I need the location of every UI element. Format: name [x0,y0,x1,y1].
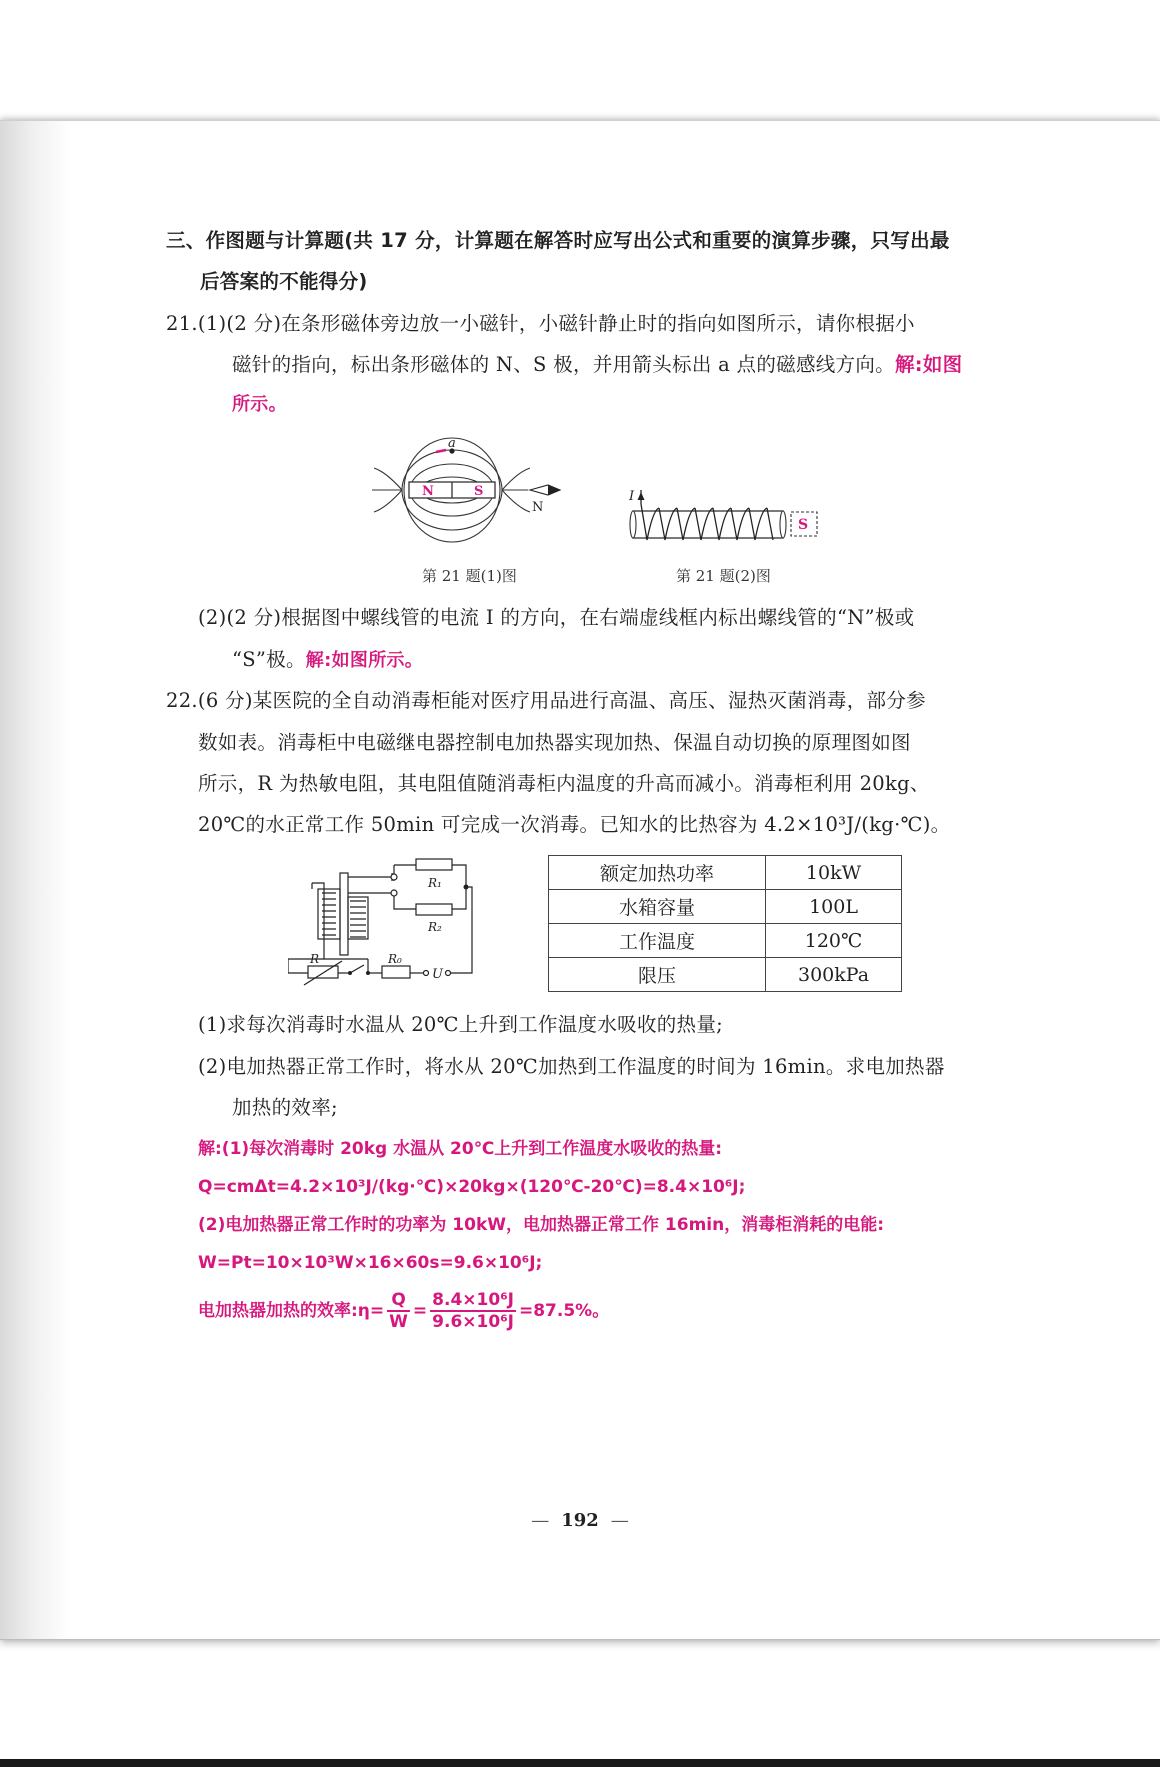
section-heading-line2: 后答案的不能得分) [200,270,368,293]
q22-circuit-diagram [288,857,508,992]
q22-line2: 数如表。消毒柜中电磁继电器控制电加热器实现加热、保温自动切换的原理图如图 [198,731,911,754]
solution-line2: Q=cmΔt=4.2×10³J/(kg·℃)×20kg×(120℃-20℃)=8.4×10⁶J; [198,1177,746,1197]
page-number-dash-left: — [531,1510,550,1531]
page-edge-shadow [0,121,70,1639]
table-row [549,890,902,924]
magnet-n-label: N [422,484,434,499]
table-cell-value: 300kPa [766,958,902,992]
section-heading-line1: 三、作图题与计算题(共 17 分，计算题在解答时应写出公式和重要的演算步骤，只写出最 [166,229,950,252]
param-table [548,855,902,992]
q22-sub2-line2: 加热的效率; [232,1096,338,1119]
q21-part2-text: “S”极。 [232,648,306,671]
table-cell-name: 水箱容量 [549,890,766,924]
q22-line3: 所示，R 为热敏电阻，其电阻值随消毒柜内温度的升高而减小。消毒柜利用 20kg、 [198,772,930,795]
table-row [549,856,902,890]
equals-sign: = [412,1301,428,1321]
page-number [0,1510,1160,1531]
r0-label: R₀ [388,952,402,966]
table-row [549,958,902,992]
page-number-value: 192 [561,1510,599,1531]
r-label: R [310,952,320,966]
q22-sub2-line1: (2)电加热器正常工作时，将水从 20℃加热到工作温度的时间为 16min。求电加热器 [198,1055,945,1078]
table-cell-value: 100L [766,890,902,924]
q21-line1: 21.(1)(2 分)在条形磁体旁边放一小磁针，小磁针静止时的指向如图所示，请你根据小 [166,312,915,335]
table-row [549,924,902,958]
current-label: I [629,489,635,504]
efficiency-result: =87.5%。 [518,1301,610,1321]
bottom-bar [0,1759,1160,1767]
q21-answer-b: 所示。 [232,394,287,415]
table-cell-name: 额定加热功率 [549,856,766,890]
q21-part2-answer: 解:如图所示。 [305,650,424,671]
point-a-label: a [448,436,456,451]
solution-line4: W=Pt=10×10³W×16×60s=9.6×10⁶J; [198,1253,543,1273]
solution-line3: (2)电加热器正常工作时的功率为 10kW，电加热器正常工作 16min，消毒柜消耗的电能: [198,1215,885,1235]
fig1-caption: 第 21 题(1)图 [422,567,517,585]
page-number-dash-right: — [610,1510,629,1531]
table-cell-value: 10kW [766,856,902,890]
fraction-q-over-w [387,1290,410,1332]
fraction-numerator: Q [387,1290,410,1312]
q21-line2 [232,350,962,380]
q22-line4: 20℃的水正常工作 50min 可完成一次消毒。已知水的比热容为 4.2×10³J/(kg·℃)。 [198,813,951,836]
needle-n-label: N [532,500,544,515]
q21-figure1 [372,432,572,552]
fraction-values [430,1290,516,1332]
solution-line5 [198,1290,609,1332]
fig2-caption: 第 21 题(2)图 [676,567,771,585]
q21-answer-a: 解:如图 [894,353,963,376]
solution-line1: 解:(1)每次消毒时 20kg 水温从 20℃上升到工作温度水吸收的热量: [198,1139,723,1159]
table-cell-name: 限压 [549,958,766,992]
u-label: U [432,967,443,982]
fraction-denominator: 9.6×10⁶J [432,1312,514,1332]
q22-line1: 22.(6 分)某医院的全自动消毒柜能对医疗用品进行高温、高压、湿热灭菌消毒，部分参 [166,689,926,712]
q21-figure2 [625,486,825,548]
r2-label: R₂ [428,920,442,934]
q21-part2-line2 [232,645,423,676]
fraction-numerator: 8.4×10⁶J [432,1290,514,1310]
r1-label: R₁ [428,876,442,890]
table-cell-value: 120℃ [766,924,902,958]
fraction-denominator: W [389,1312,408,1332]
efficiency-prefix: 电加热器加热的效率:η= [198,1301,385,1321]
table-cell-name: 工作温度 [549,924,766,958]
magnet-s-label: S [474,484,484,499]
q21-line2-text: 磁针的指向，标出条形磁体的 N、S 极，并用箭头标出 a 点的磁感线方向。 [232,353,895,376]
pole-answer-label: S [798,517,809,533]
q22-sub1: (1)求每次消毒时水温从 20℃上升到工作温度水吸收的热量; [198,1013,724,1036]
q21-part2-line1: (2)(2 分)根据图中螺线管的电流 I 的方向，在右端虚线框内标出螺线管的“N”极或 [198,606,915,629]
